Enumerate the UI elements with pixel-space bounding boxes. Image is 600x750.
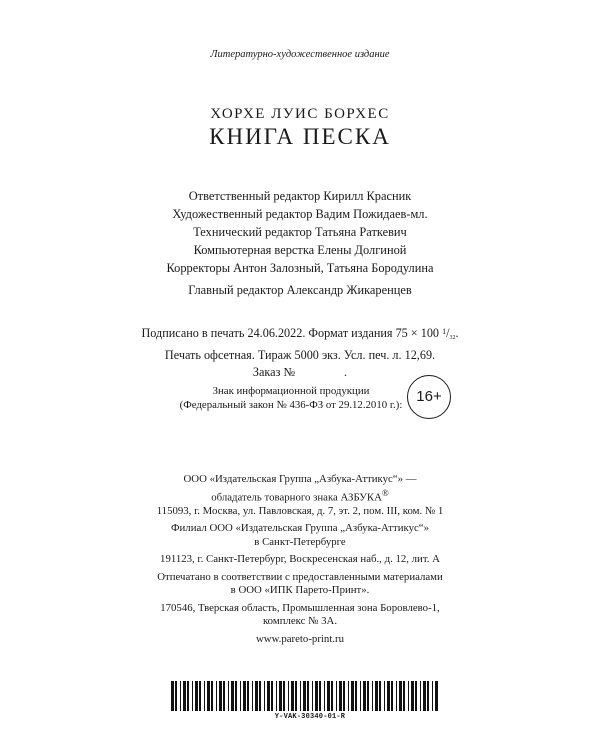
barcode-bar — [216, 681, 217, 711]
barcode-bar — [300, 681, 301, 711]
branch-address: 191123, г. Санкт-Петербург, Воскресенская наб., д. 12, лит. А — [160, 553, 440, 566]
barcode-bar — [415, 681, 417, 711]
barcode-bar — [379, 681, 381, 711]
barcode-bar — [348, 681, 349, 711]
publisher-line — [0, 487, 600, 505]
print-signed: Подписано в печать 24.06.2022. Формат издания 75 × 100 — [141, 326, 440, 340]
barcode-bar — [432, 681, 433, 711]
barcode-bar — [315, 681, 318, 711]
credit-line: Художественный редактор Вадим Пожидаев-мл. — [172, 207, 428, 221]
barcode-bar — [307, 681, 309, 711]
print-signed-line: Подписано в печать 24.06.2022. Формат издания 75 × 100 $^1/_{32}$. — [141, 326, 459, 341]
format-numerator: 1 — [442, 327, 447, 336]
book-title: КНИГА ПЕСКА — [209, 124, 391, 149]
barcode-bar — [259, 681, 261, 711]
printer-address: 170546, Тверская область, Промышленная зона Боровлево-1, — [160, 601, 440, 614]
format-end: . — [455, 326, 459, 340]
barcode-bar — [204, 681, 205, 711]
barcode-bar — [207, 681, 210, 711]
order-line — [0, 364, 600, 381]
order-label: Заказ № — [252, 365, 296, 379]
barcode-bar — [420, 681, 421, 711]
barcode-bar — [295, 681, 297, 711]
barcode-bar — [171, 681, 174, 711]
barcode-bar — [288, 681, 289, 711]
barcode — [171, 681, 441, 711]
barcode-bar — [423, 681, 426, 711]
barcode-bar — [435, 681, 438, 711]
barcode-bar — [319, 681, 321, 711]
barcode-bar — [360, 681, 361, 711]
barcode-bar — [199, 681, 201, 711]
publisher-address: 115093, г. Москва, ул. Павловская, д. 7, эт. 2, пом. III, ком. № 1 — [156, 504, 444, 517]
barcode-bar — [343, 681, 345, 711]
barcode-bar — [408, 681, 409, 711]
barcode-bar — [276, 681, 277, 711]
barcode-bar — [291, 681, 294, 711]
barcode-bar — [363, 681, 366, 711]
credits-list — [0, 187, 600, 277]
barcode-bar — [375, 681, 378, 711]
author-name: ХОРХЕ ЛУИС БОРХЕС — [210, 106, 390, 122]
edition-type: Литературно-художественное издание — [210, 49, 390, 60]
barcode-bar — [283, 681, 285, 711]
barcode-bar — [312, 681, 313, 711]
barcode-bar — [175, 681, 177, 711]
barcode-bar — [240, 681, 241, 711]
barcode-bar — [279, 681, 282, 711]
barcode-bar — [228, 681, 229, 711]
publisher-block — [0, 473, 600, 646]
barcode-bar — [219, 681, 222, 711]
printer-line: Отпечатано в соответствии с предоставленными материалами — [157, 570, 443, 583]
barcode-bar — [351, 681, 354, 711]
printer-line: в ООО «ИПК Парето-Принт». — [230, 584, 370, 597]
barcode-bar — [403, 681, 405, 711]
barcode-bar — [192, 681, 193, 711]
barcode-bar — [255, 681, 258, 711]
credit-line: Компьютерная верстка Елены Долгиной — [193, 243, 407, 257]
barcode-bar — [372, 681, 373, 711]
branch-line: Филиал ООО «Издательская Группа „Азбука-Аттикус“» — [171, 522, 429, 535]
barcode-bar — [367, 681, 369, 711]
barcode-bar — [387, 681, 390, 711]
barcode-bar — [427, 681, 429, 711]
info-sign-text — [176, 384, 406, 412]
barcode-bar — [396, 681, 397, 711]
barcode-bar — [411, 681, 414, 711]
printer-address: комплекс № 3А. — [262, 615, 338, 628]
barcode-bar — [195, 681, 198, 711]
barcode-bar — [180, 681, 181, 711]
barcode-bar — [303, 681, 306, 711]
registered-mark: ® — [381, 487, 389, 498]
printer-website: www.pareto-print.ru — [255, 632, 345, 645]
barcode-bar — [267, 681, 270, 711]
info-sign-law: (Федеральный закон № 436-ФЗ от 29.12.2010 г.): — [179, 399, 403, 411]
age-rating-badge: 16+ — [407, 375, 451, 419]
barcode-bar — [211, 681, 213, 711]
print-method-line: Печать офсетная. Тираж 5000 экз. Усл. печ. л. 12,69. — [164, 348, 436, 362]
barcode-code: Y-VAK-30340-01-R — [274, 713, 346, 721]
barcode-bar — [271, 681, 273, 711]
barcode-bar — [252, 681, 253, 711]
barcode-bar — [399, 681, 402, 711]
print-info — [0, 323, 600, 381]
publisher-line: ООО «Издательская Группа „Азбука-Аттикус“» — — [183, 473, 417, 485]
barcode-bar — [339, 681, 342, 711]
chief-editor: Главный редактор Александр Жикаренцев — [188, 283, 412, 297]
barcode-bar — [231, 681, 234, 711]
trademark-text: обладатель товарного знака АЗБУКА — [211, 491, 382, 504]
credit-line: Технический редактор Татьяна Раткевич — [193, 225, 407, 239]
barcode-bar — [183, 681, 186, 711]
barcode-bar — [243, 681, 246, 711]
branch-line: в Санкт-Петербурге — [254, 535, 346, 548]
info-sign-line: Знак информационной продукции — [212, 385, 370, 397]
barcode-bar — [327, 681, 330, 711]
barcode-bar — [355, 681, 357, 711]
barcode-bar — [324, 681, 325, 711]
barcode-bar — [235, 681, 237, 711]
barcode-bar — [247, 681, 249, 711]
barcode-bar — [384, 681, 385, 711]
barcode-bar — [264, 681, 265, 711]
barcode-bar — [223, 681, 225, 711]
credit-line: Ответственный редактор Кирилл Красник — [188, 189, 412, 203]
barcode-bar — [391, 681, 393, 711]
barcode-bar — [336, 681, 337, 711]
barcode-bar — [331, 681, 333, 711]
format-denominator: 32 — [449, 335, 456, 341]
order-number: . — [344, 365, 348, 379]
barcode-bar — [187, 681, 189, 711]
credit-line: Корректоры Антон Залозный, Татьяна Бородулина — [166, 261, 434, 275]
